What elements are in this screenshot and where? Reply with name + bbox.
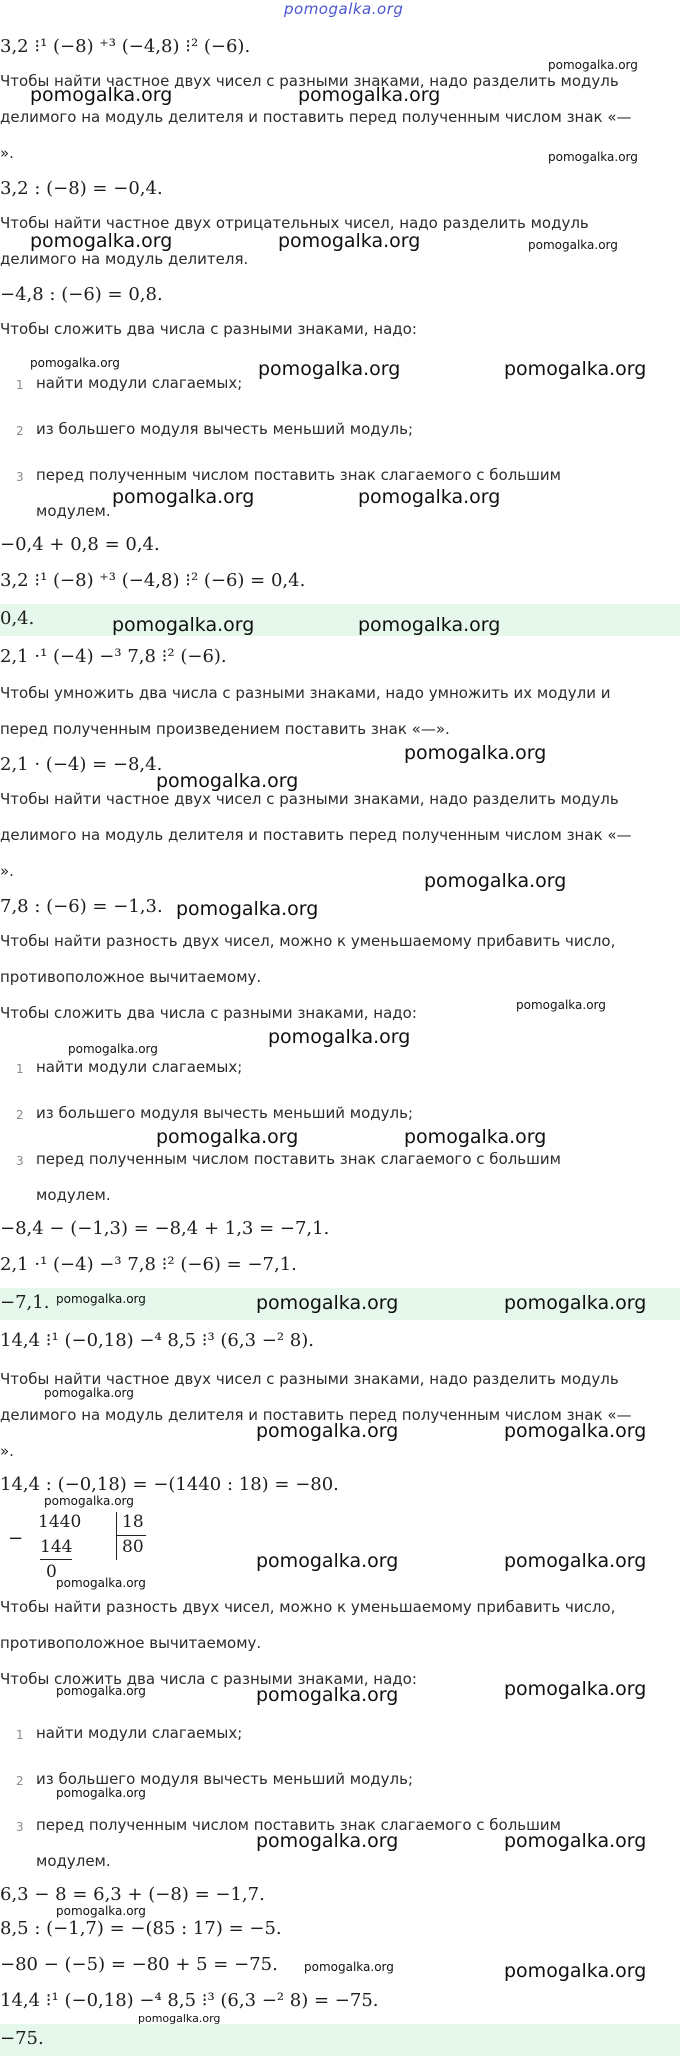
watermark: pomogalka.org (424, 870, 567, 892)
problem1-step3: −0,4 + 0,8 = 0,4. (0, 534, 160, 555)
list-item-text: перед полученным числом поставить знак слагаемого с большим (36, 1816, 561, 1834)
problem3-rule-div-diff-line3: ». (0, 1442, 14, 1460)
problem2-rule-mul-line1: Чтобы умножить два числа с разными знаками, надо умножить их модули и (0, 684, 611, 702)
watermark: pomogalka.org (138, 2012, 221, 2025)
watermark: pomogalka.org (44, 1494, 134, 1508)
problem2-rule-div-diff-line1: Чтобы найти частное двух чисел с разными знаками, надо разделить модуль (0, 790, 619, 808)
problem3-step2: 6,3 − 8 = 6,3 + (−8) = −1,7. (0, 1884, 265, 1905)
watermark: pomogalka.org (358, 614, 501, 636)
list-item-text: найти модули слагаемых; (36, 1058, 243, 1076)
watermark: pomogalka.org (30, 84, 173, 106)
problem3-result: 14,4 ⁝¹ (−0,18) −⁴ 8,5 ⁝³ (6,3 −² 8) = −75. (0, 1990, 379, 2011)
problem2-rule-add-intro: Чтобы сложить два числа с разными знаками, надо: (0, 1004, 417, 1022)
list-item-text: из большего модуля вычесть меньший модуль; (36, 1104, 414, 1122)
list-item-number: 3 (16, 1820, 24, 1834)
problem3-rule-div-diff-line1: Чтобы найти частное двух чисел с разными знаками, надо разделить модуль (0, 1370, 619, 1388)
long-division-minus: − (8, 1528, 24, 1549)
long-division-bar (116, 1512, 117, 1560)
problem2-rule-mul-line2: перед полученным произведением поставить знак «—». (0, 720, 450, 738)
watermark: pomogalka.org (258, 358, 401, 380)
problem3-answer-box (0, 2024, 680, 2056)
problem3-step1: 14,4 : (−0,18) = −(1440 : 18) = −80. (0, 1474, 339, 1495)
list-item-text-continued: модулем. (36, 502, 111, 520)
site-header-logo[interactable]: pomogalka.org (284, 0, 404, 18)
problem3-rule-div-diff-line2: делимого на модуль делителя и поставить перед полученным числом знак «— (0, 1406, 632, 1424)
watermark: pomogalka.org (56, 1292, 146, 1306)
long-division-divisor: 18 (122, 1512, 144, 1532)
watermark: pomogalka.org (504, 358, 647, 380)
long-division-underline (40, 1559, 72, 1560)
problem2-rule-div-diff-line2: делимого на модуль делителя и поставить перед полученным числом знак «— (0, 826, 632, 844)
list-item-text: найти модули слагаемых; (36, 1724, 243, 1742)
list-item-number: 2 (16, 1774, 24, 1788)
watermark: pomogalka.org (504, 1292, 647, 1314)
problem1-result: 3,2 ⁝¹ (−8) ⁺³ (−4,8) ⁝² (−6) = 0,4. (0, 570, 306, 591)
problem2-rule-sub-line2: противоположное вычитаемому. (0, 968, 262, 986)
watermark: pomogalka.org (358, 486, 501, 508)
problem1-rule-div-diff-line3: ». (0, 144, 14, 162)
list-item-number: 1 (16, 378, 24, 392)
watermark: pomogalka.org (256, 1292, 399, 1314)
problem1-rule-div-neg-line2: делимого на модуль делителя. (0, 250, 249, 268)
watermark: pomogalka.org (504, 1420, 647, 1442)
problem3-step3: 8,5 : (−1,7) = −(85 : 17) = −5. (0, 1918, 282, 1939)
list-item-number: 2 (16, 424, 24, 438)
watermark: pomogalka.org (30, 230, 173, 252)
long-division-divisor-line (116, 1535, 146, 1536)
list-item-number: 3 (16, 470, 24, 484)
watermark: pomogalka.org (304, 1960, 394, 1974)
watermark: pomogalka.org (504, 1678, 647, 1700)
watermark: pomogalka.org (528, 238, 618, 252)
problem1-rule-div-diff-line1: Чтобы найти частное двух чисел с разными знаками, надо разделить модуль (0, 72, 619, 90)
watermark: pomogalka.org (256, 1684, 399, 1706)
watermark: pomogalka.org (256, 1420, 399, 1442)
problem3-rule-add-intro: Чтобы сложить два числа с разными знаками, надо: (0, 1670, 417, 1688)
problem1-step1: 3,2 : (−8) = −0,4. (0, 178, 163, 199)
problem2-answer: −7,1. (0, 1292, 50, 1313)
list-item-number: 2 (16, 1108, 24, 1122)
watermark: pomogalka.org (156, 1126, 299, 1148)
problem1-rule-div-neg-line1: Чтобы найти частное двух отрицательных чисел, надо разделить модуль (0, 214, 589, 232)
watermark: pomogalka.org (176, 898, 319, 920)
watermark: pomogalka.org (298, 84, 441, 106)
list-item-text-continued: модулем. (36, 1852, 111, 1870)
problem3-answer: −75. (0, 2028, 44, 2049)
list-item-number: 3 (16, 1154, 24, 1168)
problem2-step3: −8,4 − (−1,3) = −8,4 + 1,3 = −7,1. (0, 1218, 330, 1239)
problem2-step2: 7,8 : (−6) = −1,3. (0, 896, 163, 917)
problem1-answer-box (0, 604, 680, 636)
problem1-expression: 3,2 ⁝¹ (−8) ⁺³ (−4,8) ⁝² (−6). (0, 36, 251, 57)
watermark: pomogalka.org (56, 1786, 146, 1800)
problem2-rule-div-diff-line3: ». (0, 862, 14, 880)
watermark: pomogalka.org (504, 1830, 647, 1852)
problem3-expression: 14,4 ⁝¹ (−0,18) −⁴ 8,5 ⁝³ (6,3 −² 8). (0, 1330, 314, 1351)
watermark: pomogalka.org (268, 1026, 411, 1048)
list-item-text: найти модули слагаемых; (36, 374, 243, 392)
watermark: pomogalka.org (56, 1904, 146, 1918)
watermark: pomogalka.org (504, 1550, 647, 1572)
problem2-expression: 2,1 ·¹ (−4) −³ 7,8 ⁝² (−6). (0, 646, 227, 667)
list-item-text-continued: модулем. (36, 1186, 111, 1204)
watermark: pomogalka.org (44, 1386, 134, 1400)
watermark: pomogalka.org (548, 58, 638, 72)
watermark: pomogalka.org (30, 356, 120, 370)
list-item-text: из большего модуля вычесть меньший модуль; (36, 420, 414, 438)
long-division-subtrahend: 144 (40, 1537, 73, 1557)
watermark: pomogalka.org (548, 150, 638, 164)
problem2-rule-sub-line1: Чтобы найти разность двух чисел, можно к уменьшаемому прибавить число, (0, 932, 616, 950)
long-division-remainder: 0 (46, 1562, 57, 1582)
watermark: pomogalka.org (278, 230, 421, 252)
list-item-text: перед полученным числом поставить знак слагаемого с большим (36, 466, 561, 484)
problem3-rule-sub-line2: противоположное вычитаемому. (0, 1634, 262, 1652)
problem1-rule-div-diff-line2: делимого на модуль делителя и поставить перед полученным числом знак «— (0, 108, 632, 126)
list-item-number: 1 (16, 1062, 24, 1076)
watermark: pomogalka.org (68, 1042, 158, 1056)
watermark: pomogalka.org (112, 486, 255, 508)
watermark: pomogalka.org (156, 770, 299, 792)
list-item-text: перед полученным числом поставить знак слагаемого с большим (36, 1150, 561, 1168)
list-item-number: 1 (16, 1728, 24, 1742)
list-item-text: из большего модуля вычесть меньший модуль; (36, 1770, 414, 1788)
watermark: pomogalka.org (256, 1830, 399, 1852)
watermark: pomogalka.org (56, 1684, 146, 1698)
problem2-step1: 2,1 · (−4) = −8,4. (0, 754, 163, 775)
watermark: pomogalka.org (504, 1960, 647, 1982)
problem1-step2: −4,8 : (−6) = 0,8. (0, 284, 163, 305)
watermark: pomogalka.org (404, 742, 547, 764)
watermark: pomogalka.org (256, 1550, 399, 1572)
long-division-dividend: 1440 (38, 1512, 82, 1532)
problem1-answer: 0,4. (0, 608, 35, 629)
watermark: pomogalka.org (112, 614, 255, 636)
problem3-step4: −80 − (−5) = −80 + 5 = −75. (0, 1954, 278, 1975)
watermark: pomogalka.org (404, 1126, 547, 1148)
problem1-rule-add-intro: Чтобы сложить два числа с разными знаками, надо: (0, 320, 417, 338)
watermark: pomogalka.org (56, 1576, 146, 1590)
long-division-quotient: 80 (122, 1537, 144, 1557)
problem2-result: 2,1 ·¹ (−4) −³ 7,8 ⁝² (−6) = −7,1. (0, 1254, 297, 1275)
problem3-rule-sub-line1: Чтобы найти разность двух чисел, можно к уменьшаемому прибавить число, (0, 1598, 616, 1616)
watermark: pomogalka.org (516, 998, 606, 1012)
